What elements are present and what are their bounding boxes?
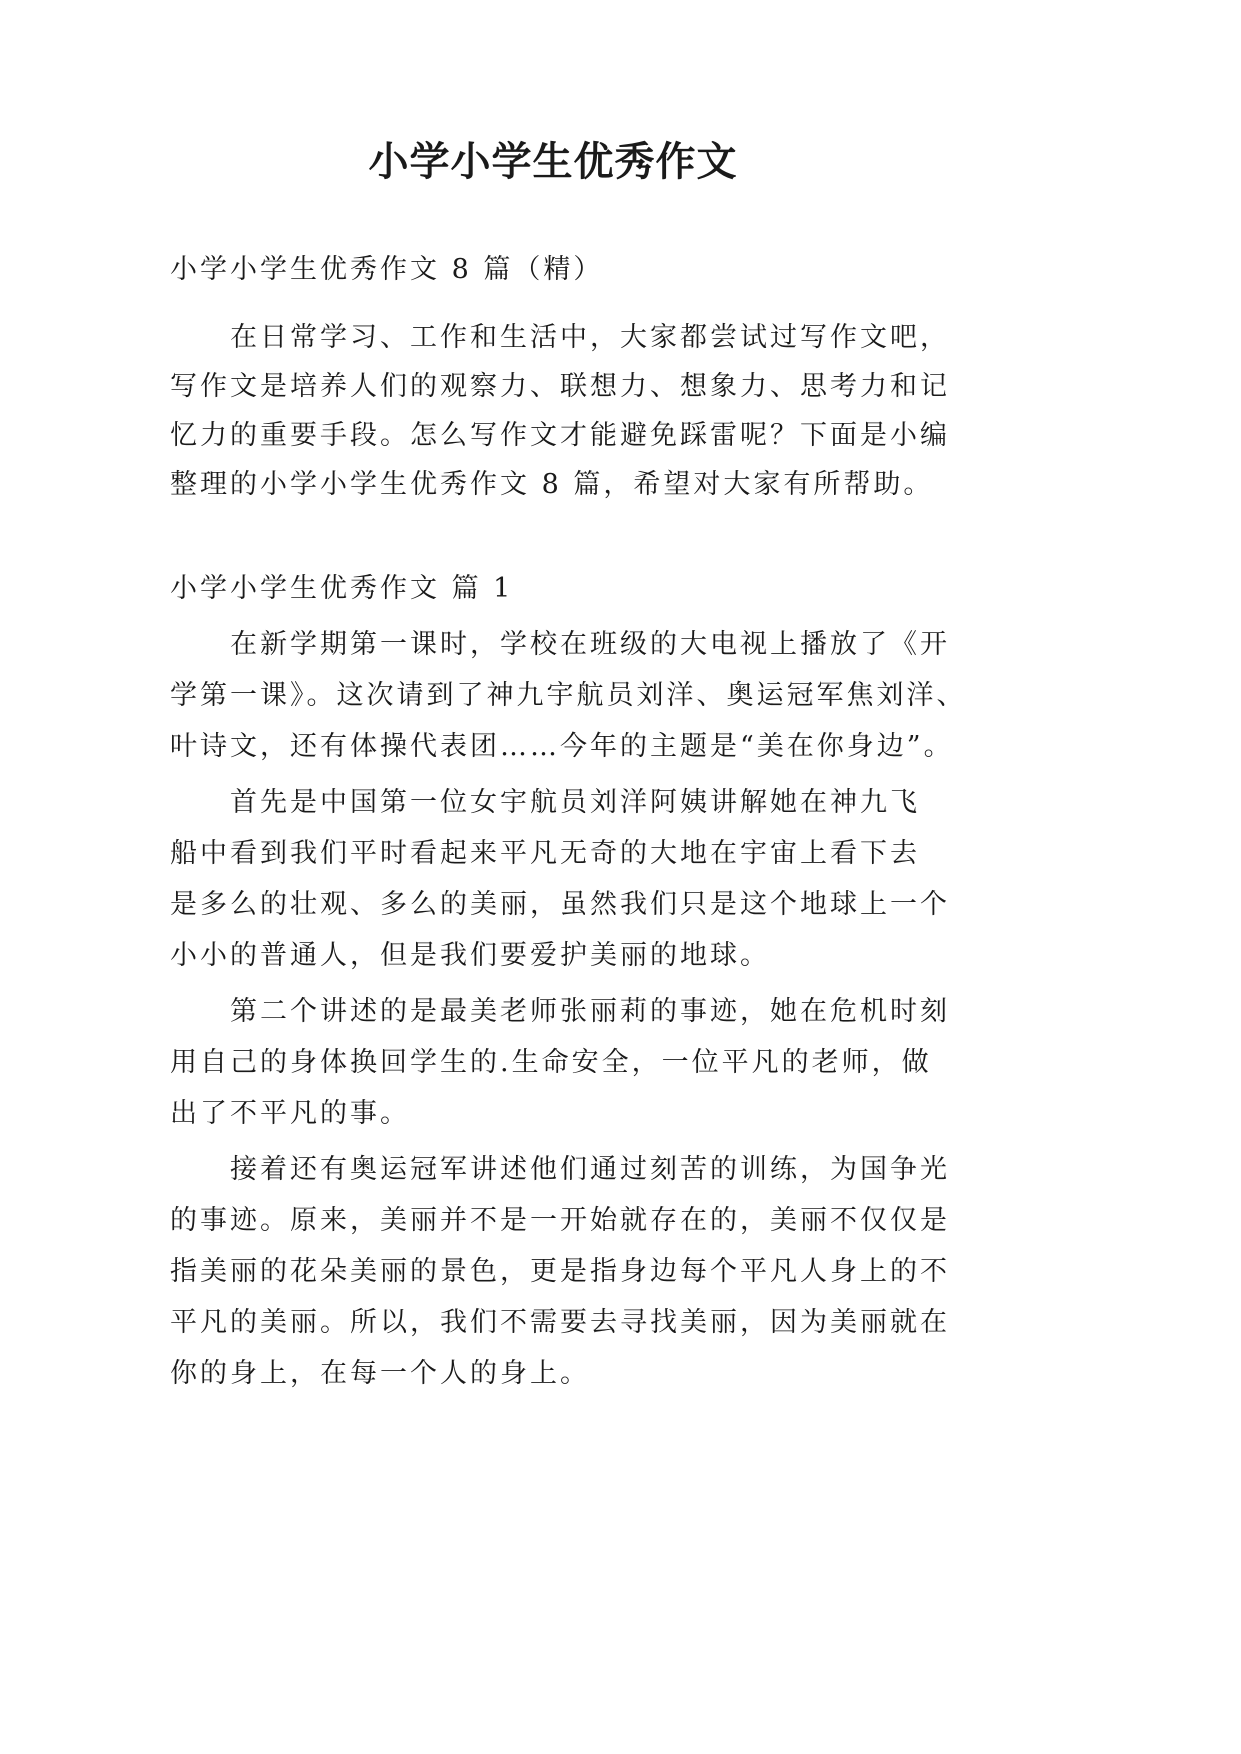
body-line: 在新学期第一课时，学校在班级的大电视上播放了《开 [230,629,950,660]
body-line: 的事迹。原来，美丽并不是一开始就存在的，美丽不仅仅是 [170,1205,950,1236]
body-line: 小小的普通人，但是我们要爱护美丽的地球。 [170,940,770,971]
document-title: 小学小学生优秀作文 [368,138,738,185]
body-line: 第二个讲述的是最美老师张丽莉的事迹，她在危机时刻 [230,996,950,1027]
body-line: 用自己的身体换回学生的.生命安全，一位平凡的老师，做 [170,1047,932,1078]
intro-line: 写作文是培养人们的观察力、联想力、想象力、思考力和记 [170,371,950,402]
intro-line: 在日常学习、工作和生活中，大家都尝试过写作文吧， [230,322,950,353]
body-line: 学第一课》。这次请到了神九宇航员刘洋、奥运冠军焦刘洋、 [170,680,967,711]
body-line: 叶诗文，还有体操代表团……今年的主题是“美在你身边”。 [170,731,954,762]
body-line: 指美丽的花朵美丽的景色，更是指身边每个平凡人身上的不 [170,1256,950,1287]
intro-line: 整理的小学小学生优秀作文 8 篇，希望对大家有所帮助。 [170,469,934,500]
section-heading: 小学小学生优秀作文 篇 1 [170,573,514,604]
body-line: 你的身上，在每一个人的身上。 [170,1358,590,1389]
intro-line: 忆力的重要手段。怎么写作文才能避免踩雷呢？下面是小编 [170,420,950,451]
body-line: 接着还有奥运冠军讲述他们通过刻苦的训练，为国争光 [230,1154,950,1185]
document-subtitle: 小学小学生优秀作文 8 篇（精） [170,254,604,285]
body-line: 是多么的壮观、多么的美丽，虽然我们只是这个地球上一个 [170,889,950,920]
body-line: 出了不平凡的事。 [170,1098,410,1129]
body-line: 首先是中国第一位女宇航员刘洋阿姨讲解她在神九飞 [230,787,920,818]
body-line: 船中看到我们平时看起来平凡无奇的大地在宇宙上看下去 [170,838,920,869]
body-line: 平凡的美丽。所以，我们不需要去寻找美丽，因为美丽就在 [170,1307,950,1338]
